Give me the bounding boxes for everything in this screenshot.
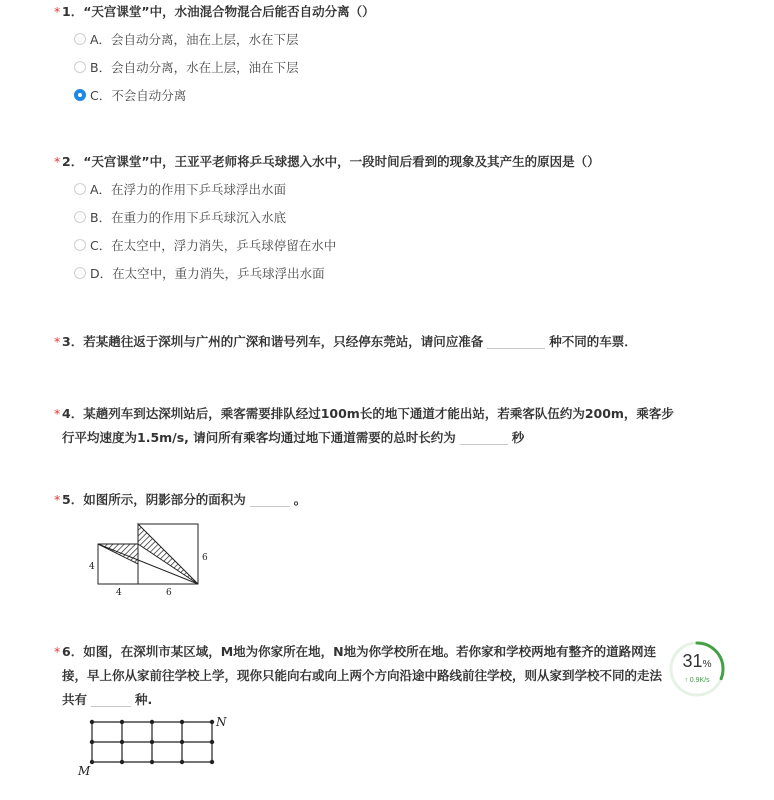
label-n: N bbox=[216, 715, 227, 729]
radio-icon[interactable] bbox=[74, 183, 86, 195]
question-6-line1: 6．如图，在深圳市某区域，M地为你家所在地，N地为你学校所在地。若你家和学校两地有整齐的道路网连 bbox=[62, 644, 657, 659]
question-4-line1: 4．某趟列车到达深圳站后，乘客需要排队经过100m长的地下通道才能出站，若乘客队伍约为200m，乘客步 bbox=[62, 406, 674, 421]
question-1-title bbox=[54, 0, 712, 24]
option-label: A．在浮力的作用下乒乓球浮出水面 bbox=[90, 182, 287, 197]
question-6-line2: 接，早上你从家前往学校上学，现你只能向右或向上两个方向沿途中路线前往学校，则从家到学校不同的走法 bbox=[62, 668, 663, 683]
question-2-title bbox=[54, 150, 712, 174]
option-label: C．在太空中，浮力消失，乒乓球停留在水中 bbox=[90, 238, 337, 253]
required-mark: * bbox=[54, 406, 61, 421]
required-mark: * bbox=[54, 492, 61, 507]
shaded-area-figure bbox=[82, 518, 212, 598]
question-6 bbox=[54, 640, 712, 712]
option-1a[interactable] bbox=[62, 26, 712, 54]
option-label: C．不会自动分离 bbox=[90, 88, 187, 103]
speed-rate: ↑ 0.9K/s bbox=[684, 677, 710, 684]
option-1b[interactable] bbox=[62, 54, 712, 82]
question-5-title bbox=[54, 488, 712, 512]
network-speed-widget[interactable] bbox=[668, 640, 726, 698]
radio-icon[interactable] bbox=[74, 211, 86, 223]
question-5-text-after: 。 bbox=[293, 492, 307, 507]
shaded-triangle-right bbox=[138, 524, 198, 584]
question-4-line2-after: 秒 bbox=[511, 430, 525, 445]
option-label: B．在重力的作用下乒乓球沉入水底 bbox=[90, 210, 287, 225]
option-2d[interactable] bbox=[62, 260, 712, 288]
question-6-line3-after: 种. bbox=[135, 692, 153, 707]
question-5 bbox=[54, 488, 712, 512]
radio-icon[interactable] bbox=[74, 33, 86, 45]
question-2 bbox=[54, 150, 712, 288]
question-1-text: 1．“天宫课堂”中，水油混合物混合后能否自动分离（） bbox=[62, 4, 375, 19]
answer-blank[interactable] bbox=[250, 492, 290, 507]
label-bottom-right: 6 bbox=[166, 588, 172, 598]
question-1 bbox=[54, 0, 712, 110]
road-grid-figure bbox=[74, 712, 234, 778]
answer-blank[interactable] bbox=[460, 430, 508, 445]
question-3-text-before: 3．若某趟往返于深圳与广州的广深和谐号列车，只经停东莞站，请问应准备 bbox=[62, 334, 484, 349]
label-m: M bbox=[78, 764, 91, 778]
option-2b[interactable] bbox=[62, 204, 712, 232]
question-6-line3-before: 共有 bbox=[62, 692, 88, 707]
radio-checked-icon[interactable] bbox=[74, 89, 86, 101]
required-mark: * bbox=[54, 154, 61, 169]
question-3-text-after: 种不同的车票． bbox=[549, 334, 637, 349]
required-mark: * bbox=[54, 334, 61, 349]
question-4 bbox=[54, 402, 712, 450]
radio-icon[interactable] bbox=[74, 61, 86, 73]
option-label: D．在太空中，重力消失，乒乓球浮出水面 bbox=[90, 266, 325, 281]
radio-icon[interactable] bbox=[74, 239, 86, 251]
label-right-height: 6 bbox=[202, 553, 208, 563]
required-mark: * bbox=[54, 4, 61, 19]
option-2c[interactable] bbox=[62, 232, 712, 260]
question-3 bbox=[54, 330, 712, 354]
radio-icon[interactable] bbox=[74, 267, 86, 279]
option-1c[interactable] bbox=[62, 82, 712, 110]
answer-blank[interactable] bbox=[91, 692, 131, 707]
question-6-title bbox=[54, 640, 712, 712]
label-bottom-left: 4 bbox=[116, 588, 122, 598]
option-label: A．会自动分离，油在上层，水在下层 bbox=[90, 32, 299, 47]
speed-percent: 31% bbox=[682, 651, 712, 671]
option-label: B．会自动分离，水在上层，油在下层 bbox=[90, 60, 299, 75]
label-left-height: 4 bbox=[89, 562, 95, 572]
question-2-text: 2．“天宫课堂”中，王亚平老师将乒乓球摁入水中，一段时间后看到的现象及其产生的原因是（） bbox=[62, 154, 600, 169]
question-3-title bbox=[54, 330, 712, 354]
question-5-text-before: 5．如图所示，阴影部分的面积为 bbox=[62, 492, 246, 507]
shaded-triangle-left bbox=[98, 544, 138, 564]
question-4-line2-before: 行平均速度为1.5m/s, 请问所有乘客均通过地下通道需要的总时长约为 bbox=[62, 430, 456, 445]
option-2a[interactable] bbox=[62, 176, 712, 204]
question-4-title bbox=[54, 402, 712, 450]
answer-blank[interactable] bbox=[487, 334, 545, 349]
required-mark: * bbox=[54, 644, 61, 659]
